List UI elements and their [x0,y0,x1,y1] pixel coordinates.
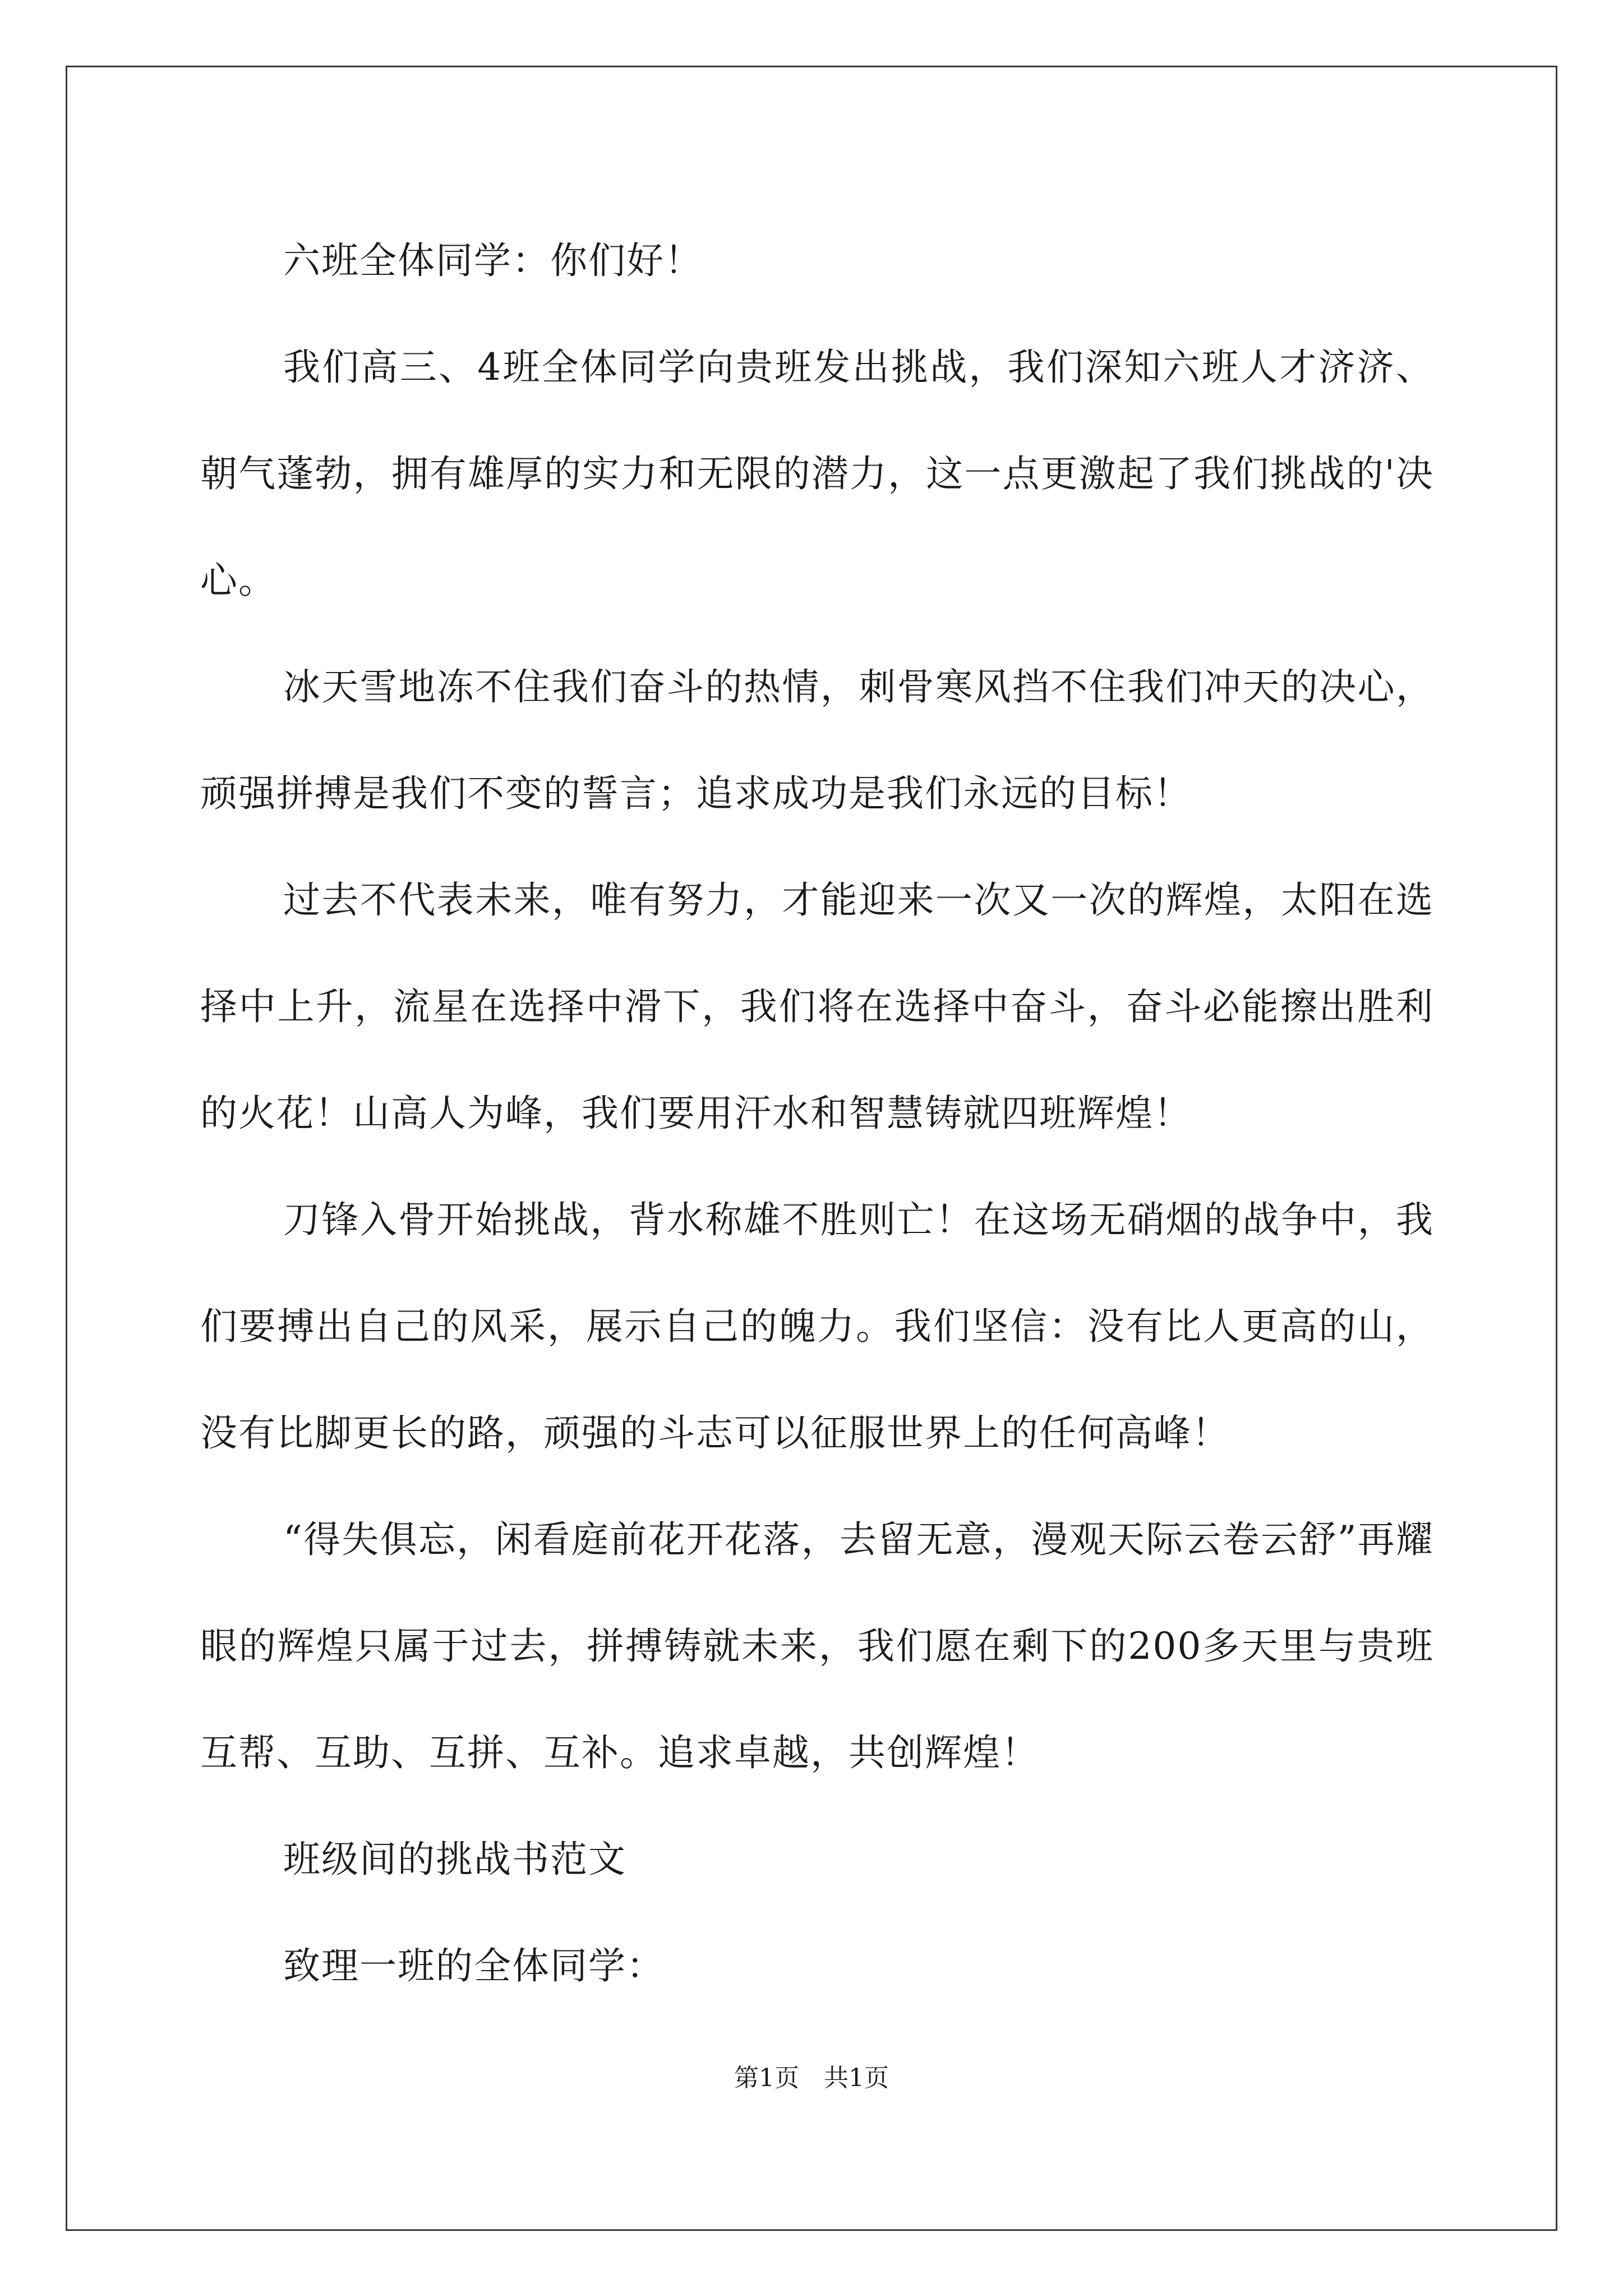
paragraph-future: 过去不代表未来，唯有努力，才能迎来一次又一次的辉煌，太阳在选择中上升，流星在选择中滑下，我们将在选择中奋斗，奋斗必能擦出胜利的火花！山高人为峰，我们要用汗水和智慧铸就四班辉煌！ [200,878,1434,1135]
paragraph-challenge: 我们高三、4班全体同学向贵班发出挑战，我们深知六班人才济济、朝气蓬勃，拥有雄厚的实力和无限的潜力，这一点更激起了我们挑战的'决心。 [200,346,1434,602]
section-title: 班级间的挑战书范文 [283,1838,626,1881]
paragraph-salutation: 致理一班的全体同学： [283,1944,665,1987]
paragraph-battle: 刀锋入骨开始挑战，背水称雄不胜则亡！在这场无硝烟的战争中，我们要搏出自己的风采，展示自己的魄力。我们坚信：没有比人更高的山，没有比脚更长的路，顽强的斗志可以征服世界上的任何高峰！ [200,1198,1434,1455]
paragraph-passion: 冰天雪地冻不住我们奋斗的热情，刺骨寒风挡不住我们冲天的决心，顽强拼搏是我们不变的誓言；追求成功是我们永远的目标！ [200,665,1434,815]
page-number-footer: 第1页 共1页 [734,2064,889,2092]
paragraph-quote: “得失俱忘，闲看庭前花开花落，去留无意，漫观天际云卷云舒”再耀眼的辉煌只属于过去，拼搏铸就未来，我们愿在剩下的200多天里与贵班互帮、互助、互拼、互补。追求卓越，共创辉煌！ [200,1518,1434,1774]
paragraph-greeting: 六班全体同学：你们好！ [283,239,703,282]
document-body [200,208,1434,2019]
